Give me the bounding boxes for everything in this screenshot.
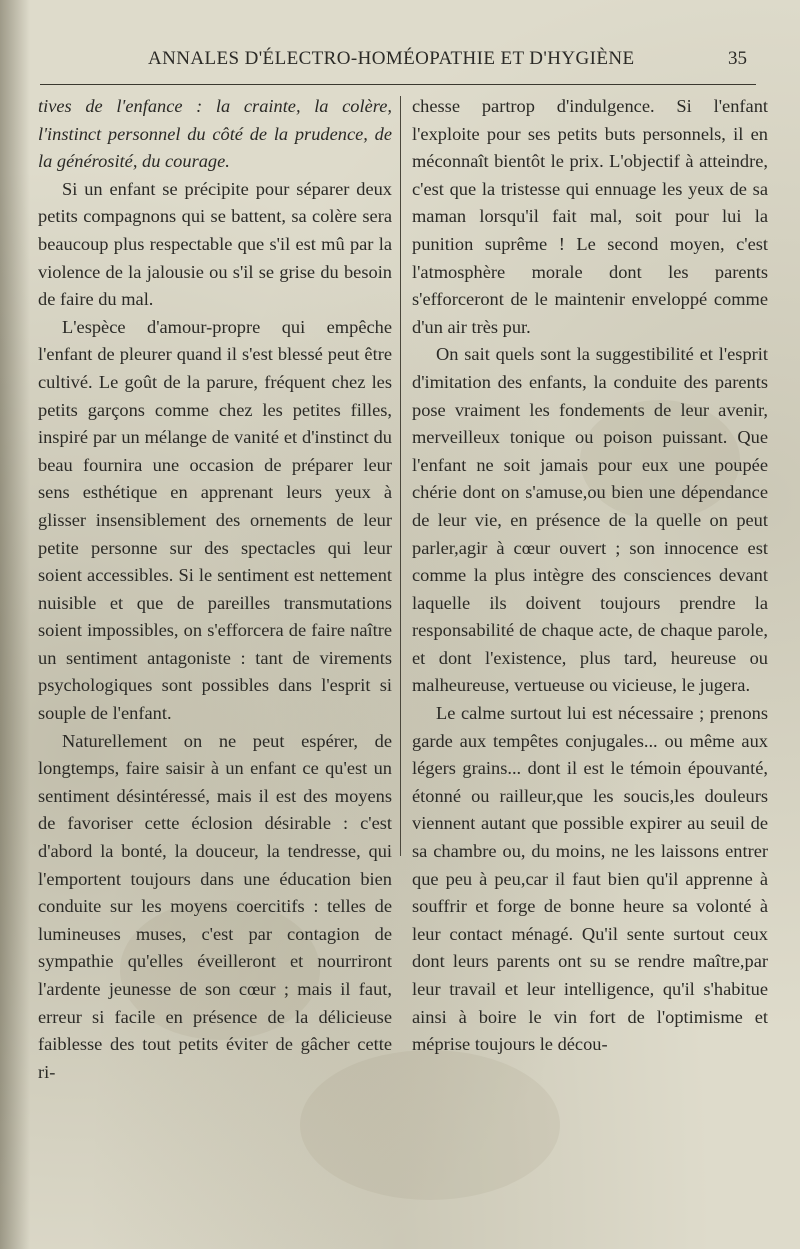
running-head: ANNALES D'ÉLECTRO-HOMÉOPATHIE ET D'HYGIÈNE bbox=[148, 48, 635, 69]
right-column bbox=[412, 93, 768, 1059]
page-edge-shadow bbox=[0, 0, 30, 1249]
paragraph: tives de l'enfance : la crainte, la colère, l'instinct personnel du côté de la prudence, de la générosité, du courage. bbox=[38, 96, 392, 172]
paragraph: Si un enfant se précipite pour séparer deux petits compagnons qui se battent, sa colère sera beaucoup plus respectable que s'il est mû par la violence de la jalousie ou s'il se grise du besoin de faire du mal. bbox=[38, 178, 392, 310]
page-header bbox=[0, 48, 800, 76]
paragraph: chesse partrop d'indulgence. Si l'enfant l'exploite pour ses petits buts personnels, il en méconnaît bientôt le prix. L'objectif à atteindre, c'est que la tristesse qui ennuage les yeux de sa maman lorsqu'il fait mal, soit pour lui la punition suprême ! Le second moyen, c'est l'atmosphère morale dont les parents s'efforceront de le maintenir enveloppé comme d'un air très pur. bbox=[412, 96, 768, 337]
header-rule bbox=[40, 84, 756, 85]
paragraph: Naturellement on ne peut espérer, de longtemps, faire saisir à un enfant ce qu'est un sentiment désintéressé, mais il est des moyens de favoriser cette éclosion désirable : c'est d'abord la bonté, la douceur, la tendresse, qui l'emportent toujours dans une éducation bien conduite sur les moyens coercitifs : telles de lumineuses muses, c'est par contagion de sympathie qu'elles éveilleront et nourriront l'ardente jeunesse de son cœur ; mais il faut, erreur si facile en présence de la délicieuse faiblesse des tout petits éviter de gâcher cette ri- bbox=[38, 730, 392, 1082]
paragraph: L'espèce d'amour-propre qui empêche l'enfant de pleurer quand il s'est blessé peut être cultivé. Le goût de la parure, fréquent chez les petits garçons comme chez les petites filles, inspiré par un mélange de vanité et d'instinct du beau fournira une occasion de préparer leur sens esthétique en apprenant leurs yeux à glisser insensiblement des ornements de leur petite personne sur des spectacles qui leur soient accessibles. Si le sentiment est nettement nuisible et que de pareilles transmutations soient impossibles, on s'efforcera de faire naître un sentiment antagoniste : tant de virements psychologiques sont possibles dans l'esprit si souple de l'enfant. bbox=[38, 316, 392, 724]
paragraph: Le calme surtout lui est nécessaire ; prenons garde aux tempêtes conjugales... ou même aux légers grains... dont il est le témoin épouvanté, étonné ou railleur,que les soucis,les douleurs viennent autant que possible expirer au seuil de sa chambre ou, du moins, ne les laissons entrer que peu à peu,car il faut bien qu'il apprenne à souffrir et forge de bonne heure sa volonté à leur contact ménagé. Qu'il sente surtout ceux dont leurs parents ont su se rendre maître,par leur travail et leur intelligence, qu'il s'habitue ainsi à boire le vin fort de l'optimisme et méprise toujours le décou- bbox=[412, 703, 768, 1055]
left-column bbox=[38, 93, 392, 1086]
column-divider bbox=[400, 96, 401, 856]
page-number: 35 bbox=[728, 48, 747, 69]
paragraph: On sait quels sont la suggestibilité et l'esprit d'imitation des enfants, la conduite des parents pose vraiment les fondements de leur avenir, merveilleux tonique ou poison puissant. Que l'enfant ne soit jamais pour eux une poupée chérie dont on s'amuse,ou bien une dépendance de leur vie, en présence de la quelle on peut parler,agir à cœur ouvert ; son innocence est comme la plus intègre des consciences devant laquelle ils doivent toujours prendre la responsabilité de chaque acte, de chaque parole, et dont l'existence, plus tard, heureuse ou malheureuse, vertueuse ou vicieuse, le jugera. bbox=[412, 344, 768, 696]
